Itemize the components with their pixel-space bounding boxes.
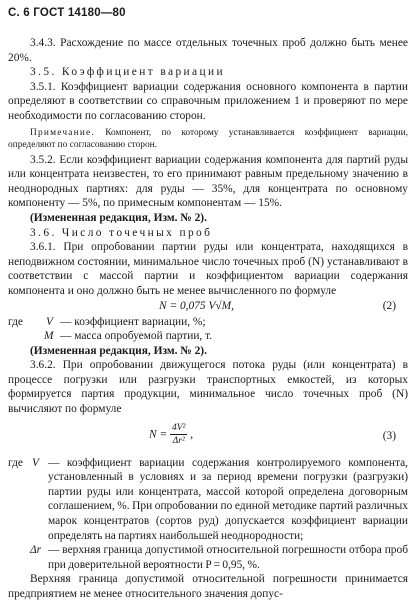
note-paragraph [8, 127, 408, 151]
page-body [8, 36, 408, 602]
definition-v-2 [8, 456, 408, 544]
section-heading-3-6: 3.6. Число точечных проб [30, 226, 213, 239]
paragraph-3-6-2: 3.6.2. При опробовании движущегося потока руды (или концентрата) в процессе погрузки или разгрузки транспортных емкостей, из которых формируется партия продукции, минимальное число точечных проб (N) вычисляют по формуле [8, 359, 408, 416]
symbol-v-1: V [46, 315, 53, 328]
where-label-2: где [8, 456, 23, 469]
formula-2: N = 0,075 V√M, [159, 299, 235, 312]
formula-2-row [8, 299, 408, 315]
paragraph-3-4-3: 3.4.3. Расхождение по массе отдельных точечных проб должно быть менее 20%. [8, 37, 408, 64]
amendment-note-1: (Измененная редакция, Изм. № 2). [30, 211, 207, 224]
formula-3 [149, 423, 193, 447]
symbol-m-1: M [44, 330, 54, 343]
definition-v-2-text: — коэффициент вариации содержания контролируемого компонента, установленный в условиях и за период времени погрузки (разгрузки) партии руды или концентрата, массой которой определена договорным соглашением, %. При опробовании по единой методике партий различных марок концентратов (сортов руд) допускается коэффициент вариации определять на партиях наибольшей неоднородности; [48, 456, 408, 542]
formula-3-lhs: N = [149, 428, 168, 441]
formula-3-denominator: Δr² [172, 435, 185, 446]
definition-delta-text: — верхняя граница допустимой относительной погрешности отбора проб при доверительной вероятности P = 0,95, %. [48, 544, 408, 571]
page-header: С. 6 ГОСТ 14180—80 [8, 7, 126, 19]
amendment-note-2: (Измененная редакция, Изм. № 2). [30, 344, 207, 357]
symbol-delta: Δr [30, 544, 42, 557]
equation-number-3: (3) [382, 429, 396, 442]
formula-3-numerator: 4V² [172, 422, 186, 433]
definition-m-1 [8, 329, 408, 344]
section-heading-3-5: 3.5. Коэффициент вариации [30, 66, 225, 79]
formula-3-fraction [170, 423, 187, 447]
definition-v-1-text: — коэффициент вариации, %; [60, 315, 206, 328]
paragraph-3-6-1: 3.6.1. При опробовании партии руды или концентрата, находящихся в неподвижном состоянии, минимальное число точечных проб (N) устанавливают в соответствии с массой партии и коэффициентом вариации содержания компонента и оно должно быть не менее вычисленного по формуле [8, 241, 408, 297]
note-label: Примечание. [30, 127, 95, 138]
where-label-1: где [8, 315, 23, 328]
definition-m-1-text: — масса опробуемой партии, т. [60, 330, 213, 343]
note-text: Компонент, по которому устанавливается коэффициент вариации, определяют по согласованию сторон. [8, 127, 408, 150]
paragraph-final: Верхняя граница допустимой относительной погрешности принимается предприятием не менее относительного значения допус- [8, 573, 408, 600]
paragraph-3-5-1: 3.5.1. Коэффициент вариации содержания основного компонента в партии определяют в соответствии со справочным приложением 1 и проверяют по мере необходимости по согласованию сторон. [8, 80, 408, 122]
equation-number-2: (2) [382, 299, 396, 312]
definition-delta [8, 543, 408, 572]
formula-3-row [8, 421, 408, 453]
symbol-v-2: V [32, 456, 39, 469]
paragraph-3-5-2: 3.5.2. Если коэффициент вариации содержания компонента для партий руды или концентрата неизвестен, то его принимают равным предельному значению в неоднородных партиях: для руды — 35%, для концентрата по основному компоненту — 5%, по примесным компонентам — 15%. [8, 153, 408, 210]
definition-v-1 [8, 315, 408, 330]
formula-3-tail: , [190, 428, 194, 441]
